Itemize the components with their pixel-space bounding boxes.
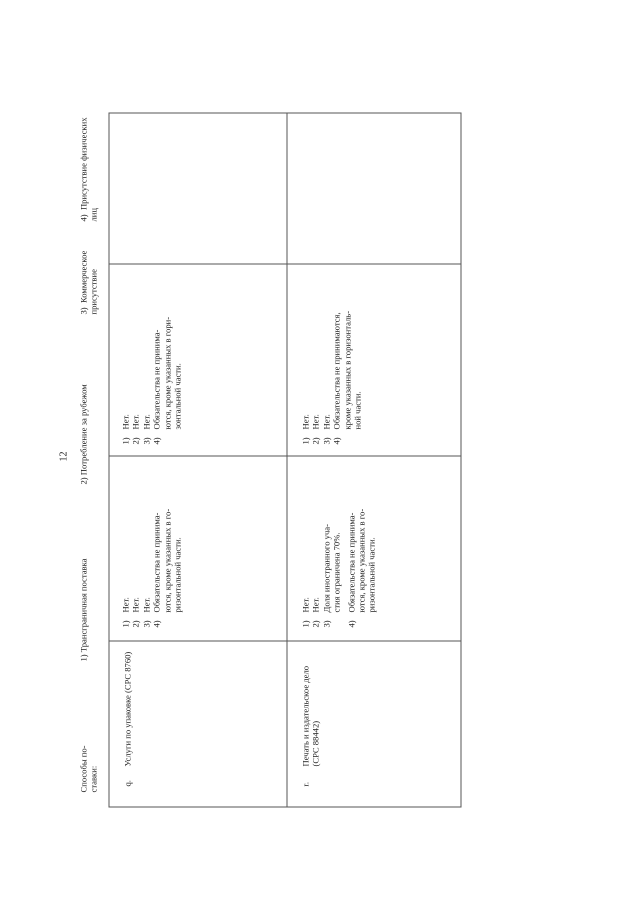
list-item [131,509,141,628]
col-divider-1 [109,641,462,642]
item-text: Нет. [300,597,311,613]
row-q-consumption-abroad-list [121,317,183,445]
col-divider-2 [109,456,462,457]
list-item [131,317,141,445]
list-item [311,509,321,628]
row-r-letter: r. [300,781,311,787]
list-item [346,509,377,628]
item-text: Нет. [130,414,141,430]
header-supply-modes-line1: Способы по- ставки: [78,745,99,793]
item-number: 2) [130,437,141,445]
header-commercial-presence: 3) Коммерческое присутствие [78,250,99,315]
list-item [321,311,331,445]
item-number: 2) [310,620,321,628]
list-item [301,509,311,628]
header-supply-modes [79,745,100,792]
item-text: Нет. [300,414,311,430]
col-divider-3 [109,264,462,265]
item-number: 1) [300,437,311,445]
item-text: Нет. [141,414,152,430]
list-item [121,509,131,628]
table-row-divider [287,113,288,808]
item-text: Нет. [141,597,152,613]
row-r-service: Печать и издательское дело (CPC 88442) [300,665,321,767]
table-top-border [109,113,110,808]
header-natural-persons: 4) Присутствие физических лиц [78,117,99,222]
item-number: 3) [141,437,152,445]
item-number: 3) [141,620,152,628]
item-text: Обязательства не принима- ются, кроме указанных в гори- зонтальной части. [151,316,183,430]
item-text: Нет. [310,414,321,430]
table-left-border [109,807,462,808]
item-number: 3) [321,620,332,628]
list-item [152,317,183,445]
list-item [332,311,363,445]
item-number: 2) [310,437,321,445]
item-text: Обязательства не принимаются, кроме указанных в горизонталь- ной части. [331,310,363,430]
item-text: Обязательства не принима- ются, кроме указанных в го- ризонтальной части. [151,508,183,613]
item-number: 1) [120,437,131,445]
item-text: Нет. [310,597,321,613]
item-number: 1) [300,620,311,628]
list-item [311,311,321,445]
item-number: 4) [331,437,342,445]
table-bottom-border [461,113,462,808]
list-item [301,311,311,445]
row-q-service: Услуги по упаковке (CPC 8760) [122,651,133,767]
item-text: Нет. [120,414,131,430]
item-number: 2) [130,620,141,628]
item-text: Обязательства не принима- ются, кроме указанных в го- ризонтальной части. [346,508,377,613]
item-text: Нет. [130,597,141,613]
item-number: 1) [120,620,131,628]
item-number: 4) [151,437,162,445]
item-text: Нет. [120,597,131,613]
list-item [141,509,151,628]
list-item [321,509,342,628]
row-q-letter: q. [122,780,133,787]
item-text: Доля иностранного уча- стия ограничена 70%. [321,524,342,613]
table-right-border [109,113,462,114]
row-r-consumption-abroad-list [301,311,363,445]
item-number: 4) [151,620,162,628]
list-item [152,509,183,628]
row-q-cross-border-list [121,509,183,628]
header-cross-border: 1) Трансграничная поставка [78,558,89,662]
item-number: 4) [346,620,357,628]
list-item [141,317,151,445]
list-item [121,317,131,445]
row-r-cross-border-list [301,509,378,628]
item-text: Нет. [321,414,332,430]
header-consumption-abroad: 2) Потребление за рубежом [78,384,89,485]
page-number: 12 [58,451,70,462]
item-number: 3) [321,437,332,445]
rotated-page [1,0,640,905]
